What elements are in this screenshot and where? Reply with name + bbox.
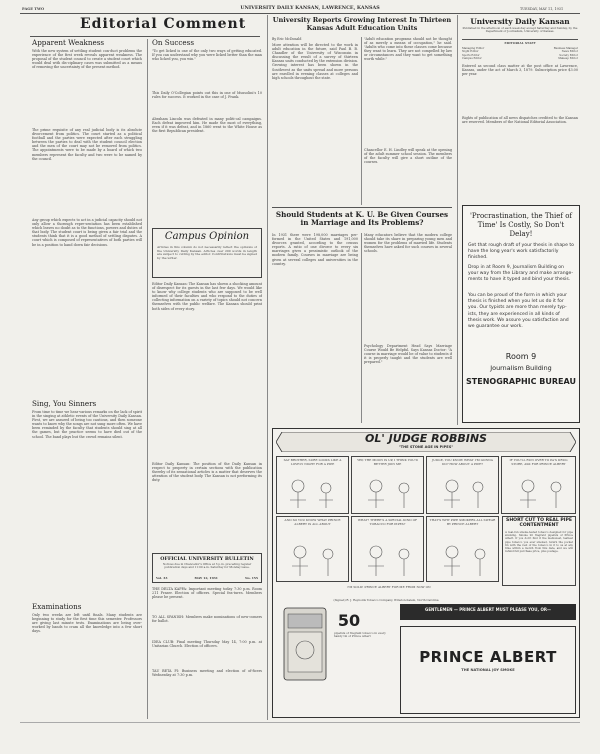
adult-ed-p3: Chancellor E. H. Lindley will speak at the opening of the adult summer school session. The members of the faculty will give a short outline of the courses. <box>364 148 452 165</box>
bulletin-item: TO ALL SPANISH: Members make nominations of new-comers for ballot. <box>152 615 262 624</box>
masthead-p1: Entered as second class matter at the post office at Lawrence, Kansas, under the act of March 3, 1879. Subscription price $3.00 per year. <box>462 64 578 77</box>
bulletin-subtitle: Notices due in Chancellor's Office at 3 p.m. preceding regular publication days and 11:00 a.m. Saturday for Monday issue. <box>162 562 252 570</box>
marriage-heading: Should Students at K. U. Be Given Courses in Marriage and Its Problems? <box>275 210 449 228</box>
sing-p1: From time to time we hear various remarks on the lack of spirit in the singing at athletic events of the University Daily Kansan. First, we are assured of being too cautious, and then someone wants to know why the songs are not sung more often. We have been reminded by the faculty that students should sing at all the games, but the practice seems to have died out of the school. The band plays but the crowd remains silent. <box>32 410 142 439</box>
page-label: PAGE TWO <box>22 7 45 11</box>
success-p2: This Daily O'Collegian points out this in one of Mussolini's 10 rules for success. It worked in the case of J. Frank. <box>152 91 262 100</box>
panel-caption: WHAT? THERE'S A SPECIAL KIND OF TOBACCO FOR PIPES? <box>357 518 418 526</box>
room9-p3: You can be proud of the form in which your thesis is finished when you let us do it for you. Our typists are more than merely typ-ists, they are experienced in all kinds of thesis work. We assure you satisfaction and we guarantee our work. <box>468 293 569 330</box>
room9-p2: Drop in at Room 9, Journalism Building on your way from the Library and make arrange-ments to have it typed and bind your thesis. <box>468 265 574 283</box>
staff-header: EDITORIAL STAFF <box>504 41 536 45</box>
marriage-p2: Many educators believe that the modern college should take its share in preparing young men and women for the problems of married life. Students themselves have asked for such courses in several schools. <box>364 233 452 254</box>
bulletin-title: OFFICIAL UNIVERSITY BULLETIN <box>160 556 254 562</box>
paper-title: UNIVERSITY DAILY KANSAN, LAWRENCE, KANSAS <box>240 5 380 11</box>
brand-sub: THE NATIONAL JOY SMOKE <box>461 668 515 672</box>
signed-line: (Signed) R. J. Reynolds Tobacco Company, Winston-Salem, North Carolina <box>333 598 439 602</box>
short-cut-offer: A real-run smoke-tested tobacco designed for pipe smoking. Smoke 20 fragrant pipefuls of Prince Albert. If you don't find it the mellowest, tastiest pipe tobacco you ever smoked, return the pocket tin with the rest of the tobacco in it to us at any time within a month from this date, and we will refund full purchase price, plus postage. <box>505 531 573 554</box>
short-cut-title: SHORT CUT TO REAL PIPE CONTENTMENT <box>506 518 572 529</box>
adult-ed-p1: More attention will be directed to the work in adult education in the future, said Paul B. B. Chandler of the University of Wisconsin in discussing the result of a survey of thirteen Kansas units conducted by the extension division. Growing interest has been shown in the Southwest as the units spread and more persons are enrolled in evening classes at colleges and high schools throughout the state. <box>272 43 358 80</box>
bulletin-no: No. 155 <box>244 576 258 580</box>
campus-opinion-p1: Editor Daily Kansan: The Kansan has shown a shocking amount of disrespect for its guests in the last few days. We would like to know why college students who are supposed to be well informed of their faculties and who respond to the duties of collecting information on a variety of topics should not concern themselves with the public welfare. The Kansan should print both sides of every story. <box>152 282 262 311</box>
adult-ed-heading: University Reports Growing Interest In Thirteen Kansas Adult Education Units <box>272 16 452 32</box>
bulletin-item: THE DELTA KAPPA: Important meeting today 7:30 p.m. Room 211 Fraser. Election of officers. Special fea-tures. Members please be present. <box>152 587 262 600</box>
panel-caption: SAY BROTHER, SURE LOOKS LIKE A LOVELY NIGHT FOR A PIPE <box>283 458 342 466</box>
campus-opinion-p2: Editor Daily Kansan: The position of the Daily Kansan in respect to property in certain sections with the publication thereby of its sensational articles is a matter that deserves the attention of the student body. The Kansan is not performing its duty. <box>152 462 262 483</box>
weakness-heading: Apparent Weakness <box>32 38 105 47</box>
col-divider-2 <box>267 15 268 720</box>
exam-p1: Only two weeks are left until finals. Many students are beginning to study for the first time this semester. Professors are giving last minute tests. Examinations are being over-worked by bands to cram all the knowledge into a few short days. <box>32 613 142 634</box>
staff-row: Sports Editor Society Editor <box>462 53 578 57</box>
weakness-p2: The prime requisite of any real judicial body is its absolute divorcement from politics. The court started as a political football and the parties were expected after each struggling between the parties to deal with the student council election and the men of the court may not be removed from politics. The appointments were to be made by a board of which two members represent the faculty and two were to be named by the council. <box>32 128 142 161</box>
panel-caption: YEP, THE MOON IS UP, I THINK YOU'D BETTER JOIN ME <box>357 458 418 466</box>
brand-name: PRINCE ALBERT <box>419 648 557 666</box>
center-divider-b <box>361 233 362 423</box>
room9-bureau: STENOGRAPHIC BUREAU <box>466 377 576 386</box>
bulletin-vol: Vol. 33 <box>156 576 168 580</box>
adult-ed-byline: By Eric McDonald <box>272 37 302 41</box>
bulletin-date: MAY 12, 1931 <box>194 576 218 580</box>
masthead-title: University Daily Kansan <box>470 17 570 26</box>
panel-caption: THAT'S WHY PIPE SMOKERS ALL SWEAR BY PRINCE ALBERT <box>429 518 496 526</box>
editorial-title: Editorial Comment <box>80 16 247 32</box>
room9-p1: Get that rough draft of your thesis in shape to have the long year's work satisfactorily finished. <box>468 243 574 261</box>
campus-opinion-title: Campus Opinion <box>164 231 250 242</box>
success-p3: Abraham Lincoln was defeated in many politi-cal campaigns. Each defeat improved him. He made the most of everything, even if it was defeat, and in 1860 went to the White House as the first Republican president. <box>152 117 262 134</box>
campus-opinion-note: Articles in this column do not necessarily reflect the opinions of the University Daily Kansan. Articles over 200 words in length are subject to cutting by the editor. Contributions must be signed by the writer. <box>157 246 257 261</box>
staff-list <box>462 47 578 61</box>
masthead-sub: Published in the afternoon of each week day except Saturday and Sunday, by the Department of Journalism, University of Kansas. <box>462 26 578 34</box>
pipefuls-number: 50 <box>337 611 361 630</box>
col-divider-1 <box>147 39 148 719</box>
tobacco-tin <box>280 606 330 682</box>
masthead-p2: Rights of publication of all news dispatches credited to the Kansan are reserved. Members of the National Editorial Association. <box>462 116 578 125</box>
bulletin-item: IDEA CLUB: Final meeting Thursday May 14, 7:00 p.m. at Unitarian Church. Election of officers. <box>152 640 262 649</box>
banner-sub: "THE STONE AGE IN PIPES" <box>398 445 454 449</box>
weakness-p1: With the new system of settling student con-duct problems the experience of the first week reveals apparent weakness. The proposal of the student council to create a student court which would deal with dis-ciplinary cases was submitted as a means of removing the uncertainty of the present method. <box>32 49 142 70</box>
center-rule <box>272 207 452 208</box>
editorial-rule <box>30 36 260 37</box>
room9-headline: 'Procrastination, the Thief of Time' Is Costly, So Don't Delay! <box>469 212 573 238</box>
pipefuls-label: pipefuls of fragrant tobacco in every handy tin of Prince Albert <box>334 631 386 639</box>
adult-ed-p2: "Adult education programs should not be thought of as merely a means of occupation," he said. "Adults who come into these classes come because they want to learn. They are not compelled by law or circumstances and they want to get something worth while." <box>364 37 452 62</box>
banner-title: OL' JUDGE ROBBINS <box>365 432 487 445</box>
panel-caption: I'M SOLD! PRINCE ALBERT FOR ME FROM NOW ON <box>347 585 431 589</box>
room9-building: Journalism Building <box>490 364 552 372</box>
tin-icon <box>280 606 330 682</box>
success-heading: On Success <box>152 38 195 47</box>
sing-heading: Sing, You Sinners <box>32 399 97 408</box>
bulletin-item: TAU BETA PI: Business meeting and election of of-ficers Wednesday at 7:30 p.m. <box>152 669 262 678</box>
header-date: TUESDAY, MAY 11, 1931 <box>520 7 564 11</box>
col-divider-3 <box>457 15 458 425</box>
room9-room: Room 9 <box>505 352 537 361</box>
bulletin-meta <box>156 576 258 580</box>
staff-row: Campus Editor Makeup Editor <box>462 57 578 61</box>
panel-caption: JUDGE, YOU KNOW WHAT I'M GONNA DO? HOW ABOUT A PIPE? <box>432 458 493 466</box>
guarantee-text: GENTLEMEN — PRINCE ALBERT MUST PLEASE YOU, OR— <box>425 607 551 612</box>
masthead-rule <box>462 39 578 40</box>
center-divider-a <box>361 37 362 205</box>
staff-row: Managing Editor Business Manager <box>462 47 578 50</box>
panel-caption: IF YOU'LL RUN OVER TO PA'S DRUG STORE, ASK FOR PRINCE ALBERT <box>509 458 568 466</box>
header-rule <box>20 13 580 14</box>
panel-caption: AND SO YOU KNOW WHAT PRINCE ALBERT IS ALL ABOUT <box>284 518 341 526</box>
staff-row: Night Editor News Editor <box>462 50 578 54</box>
exam-heading: Examinations <box>32 602 82 611</box>
weakness-p3: Any group which expects to act in a judicial capacity should not only allow a thorough repre-sentation has been established which leaves no doubt as to the functions, powers and duties of that body. The student court is being given a fair trial and the students think that it is a good method of settling disputes. A court which is composed of representatives of both parties will be in a position to hand down fair decisions. <box>32 218 142 247</box>
marriage-p3: Psychology Department Head Says Marriage Course Would Be Helpful. Says Kansas Doctor: "A course in marriage would be of value to students if it is properly taught and the students are well prepared." <box>364 344 452 365</box>
marriage-p1: In 1931 there were 198,000 marriages per-formed in the United States and 191,000 divorces granted, according to the census reports. A ratio of one divorce to every six marriages gives a pessimistic outlook of the modern family. Courses in marriage are being given at several colleges and universities in the country. <box>272 233 358 266</box>
bottom-rule <box>20 722 580 723</box>
success-p1: "To get licked is one of the only two ways of getting educated. If you can understand why you were licked better than the man who licked you, you win." <box>152 49 262 62</box>
